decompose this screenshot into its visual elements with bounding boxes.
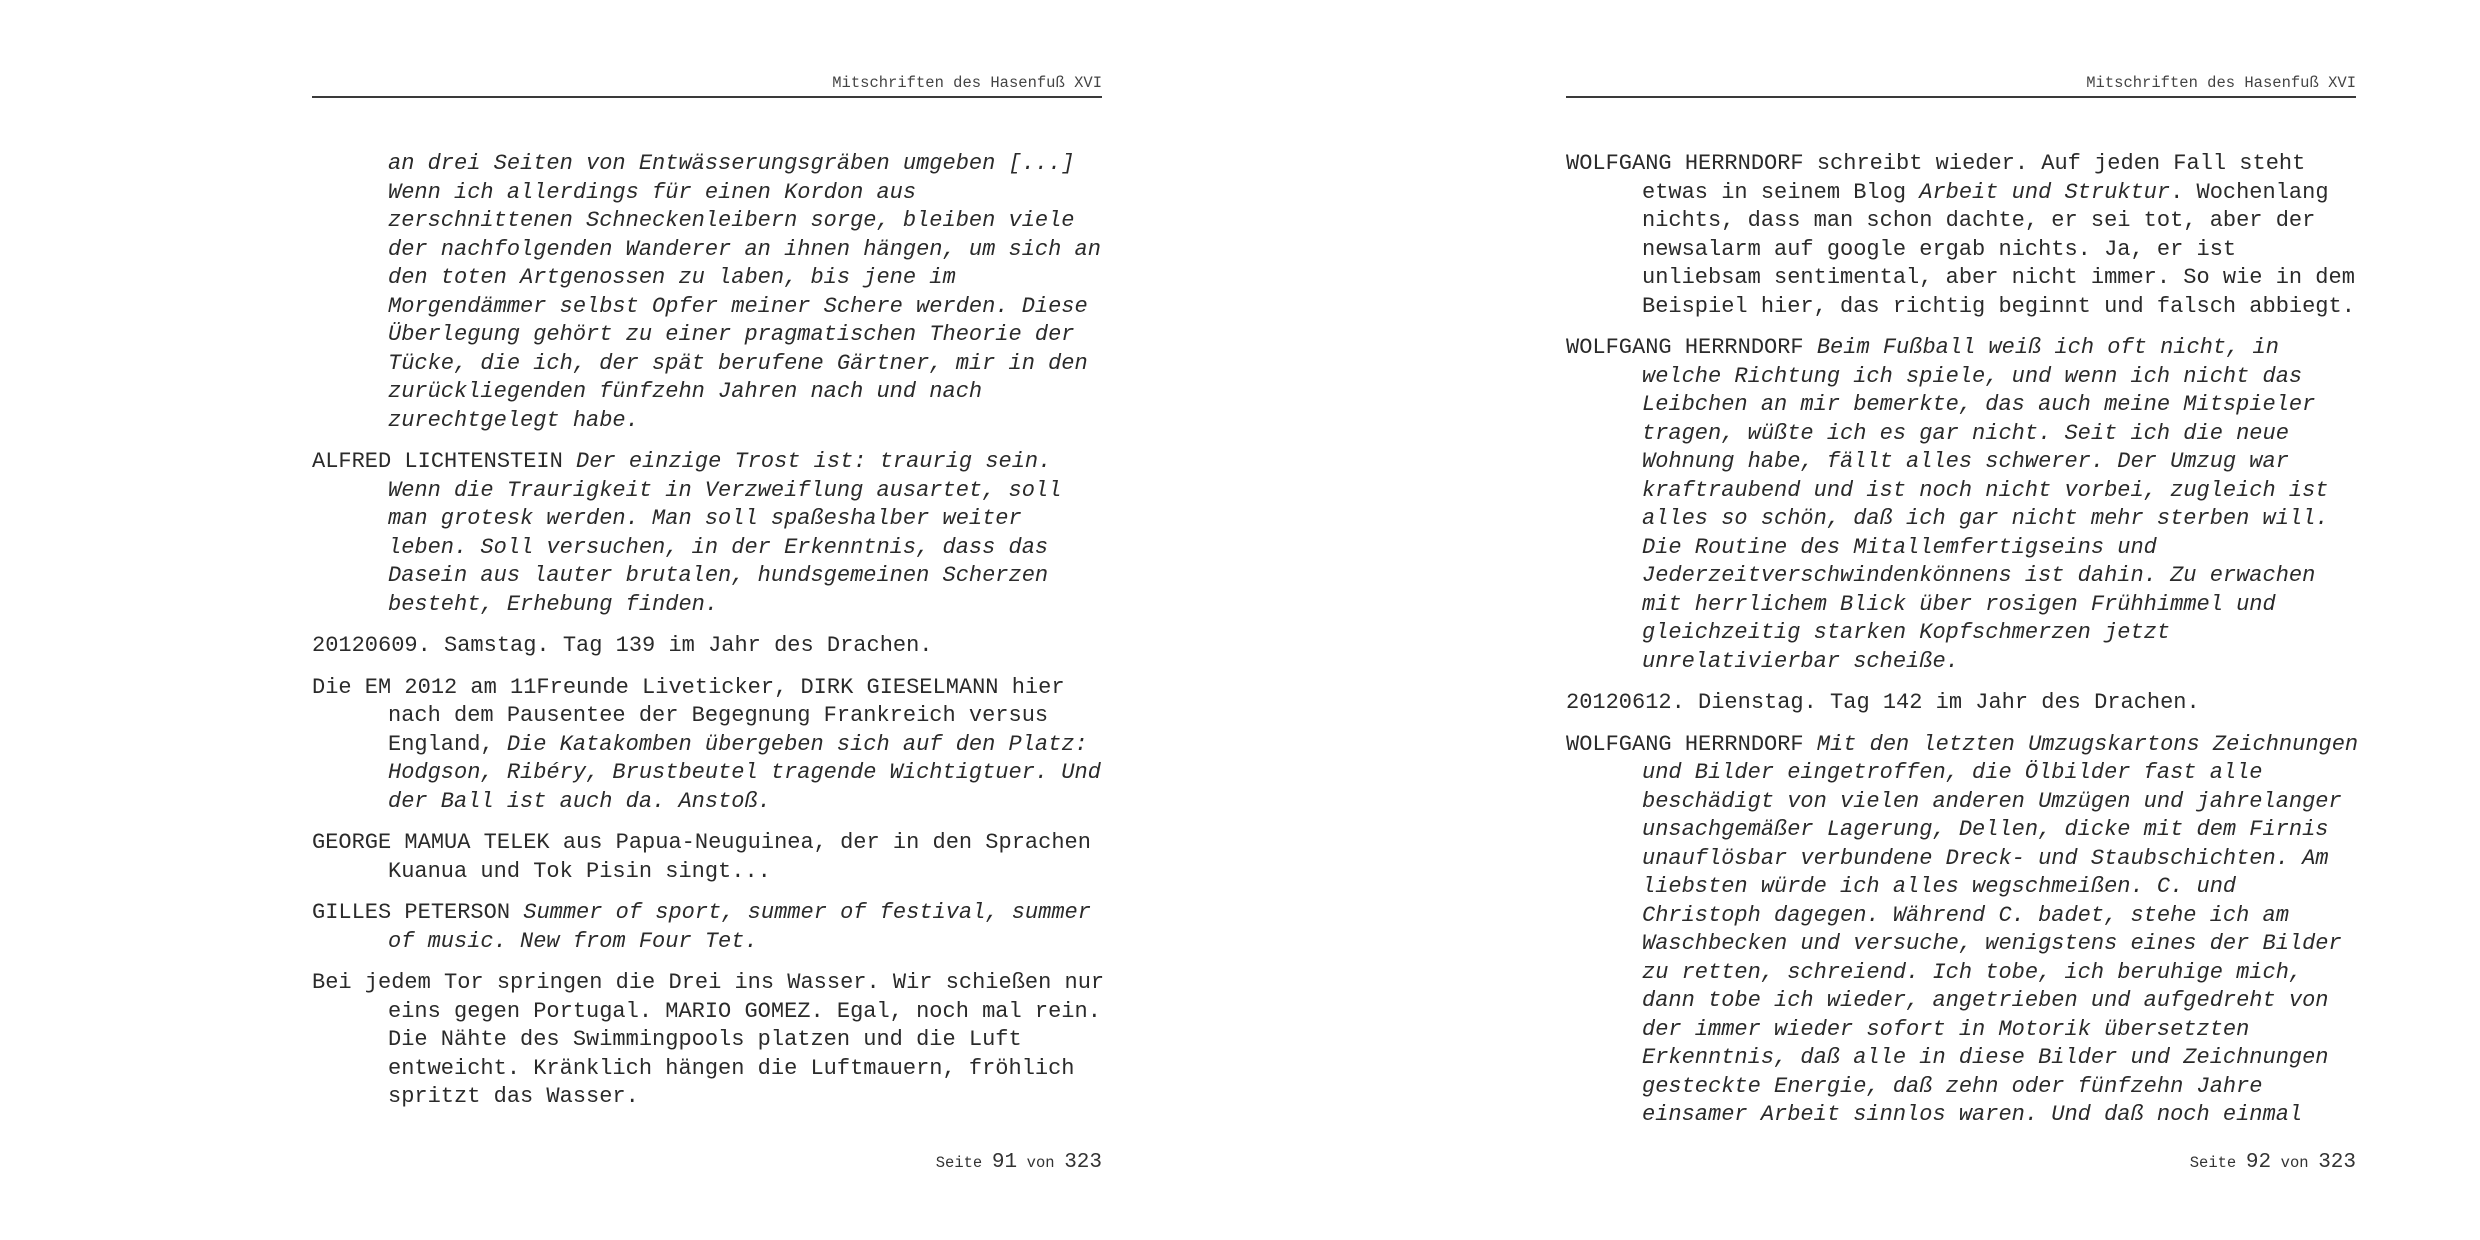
entry-peterson: [312, 899, 1102, 956]
text-line: Hodgson, Ribéry, Brustbeutel tragende Wichtigtuer. Und: [388, 760, 1101, 785]
date-entry: 20120609. Samstag. Tag 139 im Jahr des Drachen.: [312, 633, 933, 658]
text-line: nach dem Pausentee der Begegnung Frankreich versus: [388, 703, 1049, 728]
text-line: mit herrlichem Blick über rosigen Frühhimmel und: [1642, 591, 2276, 617]
text-line: of music. New from Four Tet.: [388, 928, 758, 954]
text-line: welche Richtung ich spiele, und wenn ich nicht das: [1642, 363, 2303, 389]
entry-tor: [312, 969, 1105, 1112]
text-line: der Ball ist auch da. Anstoß.: [388, 788, 771, 814]
entry-lichtenstein: [312, 448, 1102, 619]
text-line: Wenn ich allerdings für einen Kordon aus: [388, 179, 917, 205]
author-name: GILLES PETERSON: [312, 900, 511, 925]
text-line: liebsten würde ich alles wegschmeißen. C. und: [1642, 874, 2237, 899]
text-line: Wenn die Traurigkeit in Verzweiflung ausartet, soll: [388, 477, 1062, 503]
text-line: leben. Soll versuchen, in der Erkenntnis, dass das: [388, 534, 1049, 560]
text-line: Die EM 2012 am 11Freunde Liveticker, DIRK GIESELMANN hier: [312, 674, 1065, 700]
text-line: der immer wieder sofort in Motorik übersetzten: [1642, 1016, 2250, 1042]
text-line: Beispiel hier, das richtig beginnt und falsch abbiegt.: [1642, 293, 2355, 319]
text-line: kraftraubend und ist noch nicht vorbei, zugleich ist: [1642, 477, 2329, 503]
footer-seite: Seite: [935, 1154, 983, 1172]
entry-herrndorf-umzug: [1566, 731, 2359, 1130]
page-footer: [312, 1151, 1102, 1174]
text-line: Summer of sport, summer of festival, summer: [523, 900, 1091, 925]
text-line: gesteckte Energie, daß zehn oder fünfzehn Jahre: [1642, 1073, 2263, 1099]
text-line: entweicht. Kränklich hängen die Luftmauern, fröhlich: [388, 1055, 1075, 1081]
footer-von: von: [2280, 1154, 2309, 1172]
text-line: Dasein aus lauter brutalen, hundsgemeinen Scherzen: [388, 563, 1049, 588]
text-line: unsachgemäßer Lagerung, Dellen, dicke mit dem Firnis: [1642, 817, 2329, 842]
page-body: [1566, 150, 2359, 1143]
text-line: unliebsam sentimental, aber nicht immer. So wie in dem: [1642, 265, 2355, 290]
text-line: den toten Artgenossen zu laben, bis jene im: [388, 265, 956, 290]
text-line: Waschbecken und versuche, wenigstens eines der Bilder: [1642, 931, 2342, 956]
text-line: man grotesk werden. Man soll spaßeshalber weiter: [388, 506, 1022, 531]
date-entry: 20120612. Dienstag. Tag 142 im Jahr des Drachen.: [1566, 690, 2200, 715]
text-line: an drei Seiten von Entwässerungsgräben umgeben [...]: [388, 151, 1075, 176]
text-line: Wohnung habe, fällt alles schwerer. Der Umzug war: [1642, 449, 2289, 474]
running-header: Mitschriften des Hasenfuß XVI: [2086, 74, 2356, 92]
text-line: England,: [388, 731, 494, 757]
text-line: einsamer Arbeit sinnlos waren. Und daß noch einmal: [1642, 1102, 2303, 1127]
page-body: [312, 150, 1105, 1125]
text-line: Die Nähte des Swimmingpools platzen und die Luft: [388, 1027, 1022, 1052]
text-line: tragen, wüßte ich es gar nicht. Seit ich die neue: [1642, 420, 2289, 446]
page-total: 323: [1064, 1151, 1102, 1174]
text-line: alles so schön, daß ich gar nicht mehr sterben will.: [1642, 506, 2329, 531]
header-rule: [312, 96, 1102, 98]
left-page: [312, 0, 1105, 1240]
entry-herrndorf-fussball: [1566, 334, 2356, 676]
text-line: Der einzige Trost ist: traurig sein.: [576, 449, 1052, 474]
text-line: Erkenntnis, daß alle in diese Bilder und Zeichnungen: [1642, 1045, 2329, 1070]
page-number: 91: [991, 1151, 1018, 1174]
text-line: Kuanua und Tok Pisin singt...: [388, 858, 771, 884]
text-line: WOLFGANG HERRNDORF schreibt wieder. Auf jeden Fall steht: [1566, 151, 2306, 176]
entry-herrndorf-blog: [1566, 150, 2356, 321]
text-line: unauflösbar verbundene Dreck- und Staubschichten. Am: [1642, 845, 2329, 871]
text-line: Jederzeitverschwindenkönnens ist dahin. Zu erwachen: [1642, 563, 2316, 588]
text-line: eins gegen Portugal. MARIO GOMEZ. Egal, noch mal rein.: [388, 998, 1101, 1024]
text-line: Die Katakomben übergeben sich auf den Platz:: [506, 731, 1088, 757]
text-line: zurückliegenden fünfzehn Jahren nach und nach: [388, 379, 983, 404]
entry-telek: [312, 829, 1102, 886]
blog-title: Arbeit und Struktur: [1919, 179, 2171, 205]
text-line: etwas in seinem Blog: [1642, 179, 1907, 205]
text-line: zerschnittenen Schneckenleibern sorge, bleiben viele: [388, 208, 1075, 233]
text-line: Leibchen an mir bemerkte, das auch meine Mitspieler: [1642, 392, 2316, 417]
text-line: besteht, Erhebung finden.: [388, 591, 719, 617]
text-line: dann tobe ich wieder, angetrieben und aufgedreht von: [1642, 988, 2329, 1013]
right-page: [1566, 0, 2359, 1240]
text-line: nichts, dass man schon dachte, er sei tot, aber der: [1642, 208, 2316, 233]
text-line: spritzt das Wasser.: [388, 1084, 639, 1109]
text-line: GEORGE MAMUA TELEK aus Papua-Neuguinea, der in den Sprachen: [312, 830, 1091, 855]
text-line: Morgendämmer selbst Opfer meiner Schere werden. Diese: [388, 293, 1088, 319]
footer-von: von: [1026, 1154, 1055, 1172]
text-line: beschädigt von vielen anderen Umzügen und jahrelanger: [1642, 788, 2342, 814]
page-total: 323: [2318, 1151, 2356, 1174]
author-name: ALFRED LICHTENSTEIN: [312, 449, 563, 474]
text-line: Die Routine des Mitallemfertigseins und: [1642, 534, 2157, 560]
header-rule: [1566, 96, 2356, 98]
text-line: der nachfolgenden Wanderer an ihnen hängen, um sich an: [388, 236, 1101, 262]
entry-em-2012: [312, 674, 1102, 817]
text-line: . Wochenlang: [2170, 179, 2329, 205]
author-name: WOLFGANG HERRNDORF: [1566, 731, 1804, 757]
text-line: Beim Fußball weiß ich oft nicht, in: [1816, 335, 2279, 360]
author-name: WOLFGANG HERRNDORF: [1566, 335, 1804, 360]
quote-continuation: [312, 150, 1102, 435]
text-line: Tücke, die ich, der spät berufene Gärtner, mir in den: [388, 350, 1088, 376]
text-line: unrelativierbar scheiße.: [1642, 648, 1959, 674]
text-line: zurechtgelegt habe.: [388, 407, 639, 433]
text-line: Überlegung gehört zu einer pragmatischen Theorie der: [388, 322, 1075, 347]
text-line: Christoph dagegen. Während C. badet, stehe ich am: [1642, 902, 2289, 928]
footer-seite: Seite: [2189, 1154, 2237, 1172]
text-line: newsalarm auf google ergab nichts. Ja, er ist: [1642, 236, 2237, 262]
page-footer: [1566, 1151, 2356, 1174]
text-line: gleichzeitig starken Kopfschmerzen jetzt: [1642, 620, 2171, 645]
text-line: Bei jedem Tor springen die Drei ins Wasser. Wir schießen nur: [312, 970, 1105, 995]
text-line: und Bilder eingetroffen, die Ölbilder fast alle: [1642, 760, 2263, 785]
text-line: zu retten, schreiend. Ich tobe, ich beruhige mich,: [1642, 959, 2303, 985]
text-line: Mit den letzten Umzugskartons Zeichnungen: [1816, 731, 2359, 757]
page-number: 92: [2245, 1151, 2272, 1174]
running-header: Mitschriften des Hasenfuß XVI: [832, 74, 1102, 92]
